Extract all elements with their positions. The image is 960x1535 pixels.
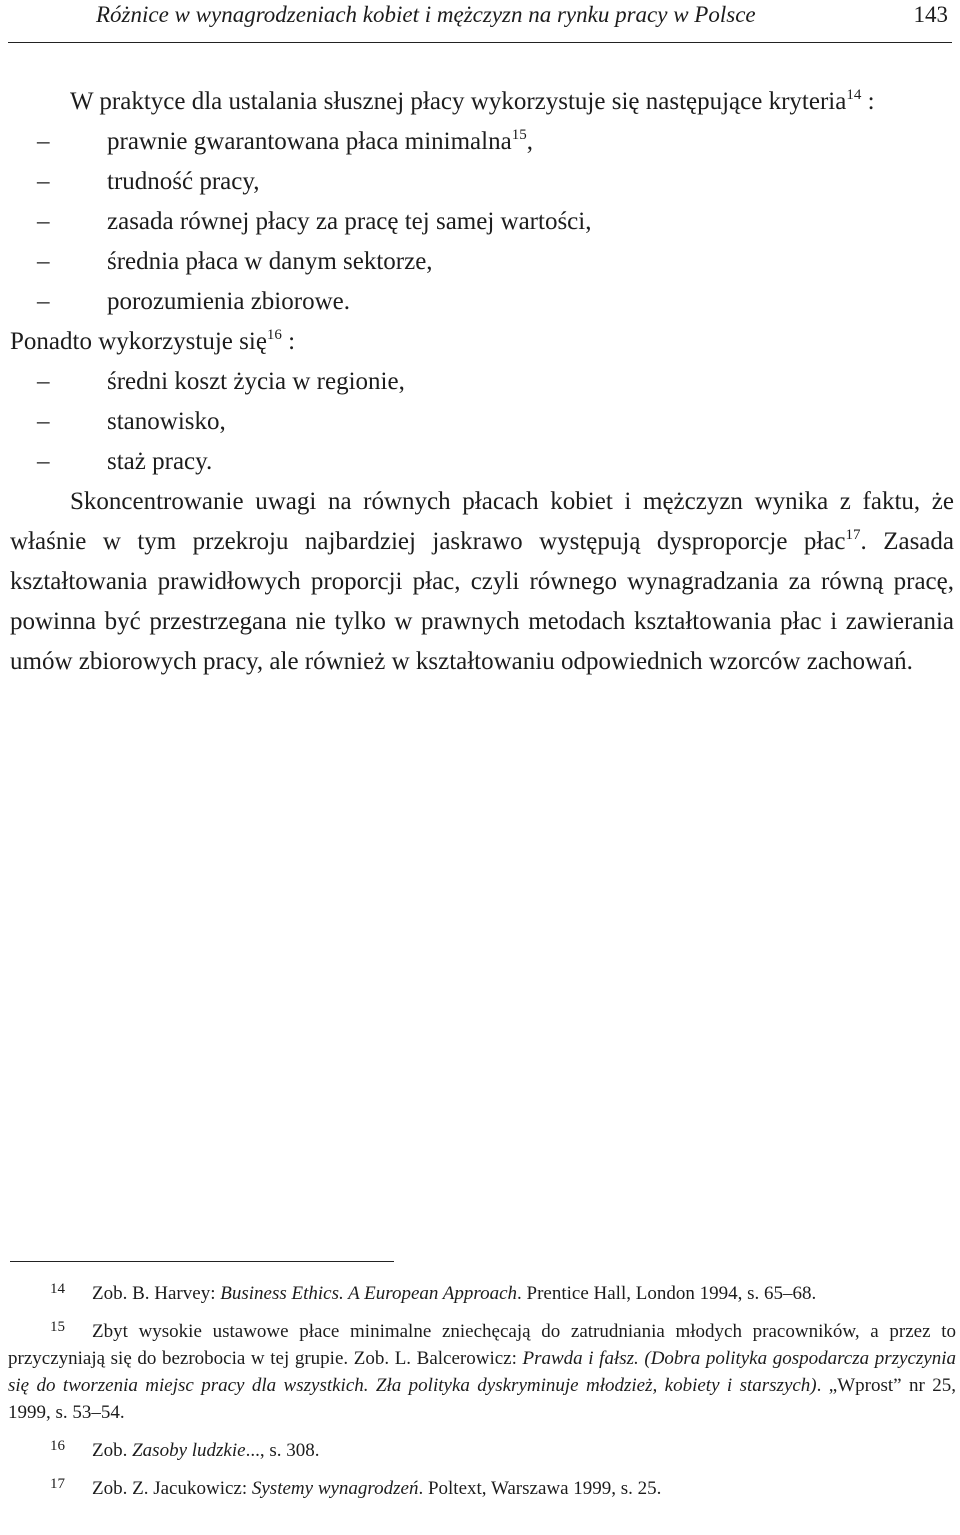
list-item-text: stanowisko, (107, 408, 226, 435)
footnote-ref-17[interactable]: 17 (845, 527, 861, 543)
list-item (10, 122, 954, 162)
list-item-text: średnia płaca w danym sektorze, (107, 248, 433, 275)
footnote-17: 17 Zob. Z. Jacukowicz: Systemy wynagrodzeń. Poltext, Warszawa 1999, s. 25. (50, 1476, 662, 1499)
page-number: 143 (913, 2, 948, 27)
running-title: Różnice w wynagrodzeniach kobiet i mężczyzn na rynku pracy w Polsce (96, 2, 756, 27)
footnote-text: Zob. (92, 1440, 133, 1461)
footnote-text: Zob. B. Harvey: (92, 1283, 221, 1304)
list-item (10, 242, 954, 282)
paragraph-text: Skoncentrowanie uwagi na równych płacach kobiet i mężczyzn wynika z faktu, że właśnie w tym przekroju najbardziej jaskrawo występują dysproporcje płac (10, 488, 954, 555)
dash-bullet: – (37, 248, 50, 275)
footnote-ref-16[interactable]: 16 (266, 327, 282, 343)
dash-bullet: – (37, 208, 50, 235)
additional-list (10, 362, 954, 482)
paragraph-text-continued: . Zasada kształtowania prawidłowych proporcji płac, czyli równego wynagradzania za równą pracę, powinna być przestrzegana nie tylko w prawnych metodach kształtowania płac i zawierania umów zbiorowych pracy, ale również w kształtowaniu odpowiednich wzorców zachowań. (10, 528, 955, 675)
footnote-14: 14 Zob. B. Harvey: Business Ethics. A European Approach. Prentice Hall, London 1994, s. 65–68. (50, 1281, 817, 1304)
list-item-text: zasada równej płacy za pracę tej samej wartości, (107, 208, 592, 235)
dash-bullet: – (37, 128, 50, 155)
list-item-text: prawnie gwarantowana płaca minimalna (107, 128, 512, 155)
list-item (10, 282, 954, 322)
main-text (10, 82, 954, 682)
paragraph-equal-pay (10, 482, 954, 682)
footnote-text: ..., s. 308. (245, 1440, 320, 1461)
footnote-15: 15 Zbyt wysokie ustawowe płace minimalne zniechęcają do zatrudniania młodych pracowników, a przez to przyczyniają się do bezrobocia w tej grupie. Zob. L. Balcerowicz: Prawda i fałsz. (Dobra polityka gospodarcza przyczynia się do tworzenia miejsc pracy dla wszystkich. Zła polityka dyskryminuje młodzież, kobiety i starszych). „Wprost” nr 25, 1999, s. 53–54. (8, 1319, 956, 1423)
footnote-separator (10, 1261, 394, 1262)
paragraph-text: W praktyce dla ustalania słusznej płacy wykorzystuje się następujące kryteria (70, 88, 847, 115)
list-item-text: średni koszt życia w regionie, (107, 368, 405, 395)
list-item-text: porozumienia zbiorowe. (107, 288, 350, 315)
dash-bullet: – (37, 448, 50, 475)
footnote-text: . Poltext, Warszawa 1999, s. 25. (418, 1478, 662, 1499)
paragraph-criteria-intro (10, 82, 954, 122)
dash-bullet: – (37, 408, 50, 435)
dash-bullet: – (37, 168, 50, 195)
list-item-text: staż pracy. (107, 448, 213, 475)
list-item-punct: , (526, 128, 533, 155)
list-item (10, 202, 954, 242)
paragraph-additional (10, 322, 954, 362)
footnote-text: Zbyt wysokie ustawowe płace minimalne zniechęcają do zatrudniania młodych pracowników, a przez to przyczyniają się do bezrobocia w tej grupie. Zob. L. Balcerowicz: (8, 1321, 956, 1369)
paragraph-punct: : (861, 88, 875, 115)
footnote-ref-14[interactable]: 14 (846, 87, 862, 103)
footnote-ref-15[interactable]: 15 (511, 127, 527, 143)
footnote-title: Prawda i fałsz. (Dobra polityka gospodarcza przyczynia się do tworzenia miejsc pracy dla wszystkich. Zła polityka dyskryminuje młodzież, kobiety i starszych) (8, 1348, 956, 1396)
list-item (10, 402, 954, 442)
footnote-text: . „Wprost” nr 25, 1999, s. 53–54. (8, 1375, 956, 1423)
footnote-title: Zasoby ludzkie (132, 1440, 246, 1461)
list-item (10, 362, 954, 402)
footnote-title: Business Ethics. A European Approach (220, 1283, 518, 1304)
footnote-title: Systemy wynagrodzeń (251, 1478, 419, 1499)
footnotes (8, 1280, 956, 1513)
footnote-text: Zob. Z. Jacukowicz: (92, 1478, 252, 1499)
footnote-text: . Prentice Hall, London 1994, s. 65–68. (517, 1283, 817, 1304)
list-item (10, 442, 954, 482)
dash-bullet: – (37, 288, 50, 315)
paragraph-text: Ponadto wykorzystuje się (10, 328, 267, 355)
criteria-list (10, 122, 954, 322)
dash-bullet: – (37, 368, 50, 395)
paragraph-punct: : (281, 328, 296, 355)
list-item-text: trudność pracy, (107, 168, 260, 195)
list-item (10, 162, 954, 202)
running-header (8, 0, 952, 43)
footnote-16: 16 Zob. Zasoby ludzkie..., s. 308. (50, 1438, 320, 1461)
